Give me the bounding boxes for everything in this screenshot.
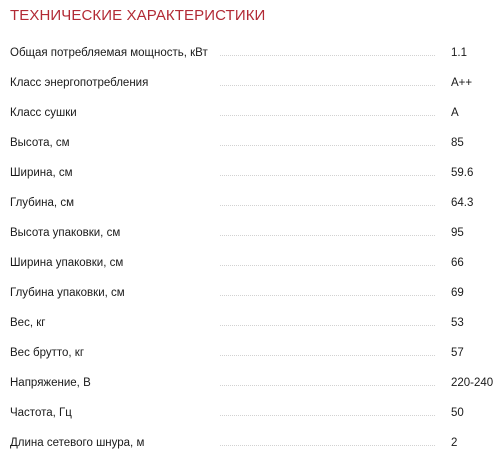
spec-value: 53 — [451, 317, 464, 329]
spec-value: A++ — [451, 77, 473, 89]
spec-row-height — [0, 132, 500, 154]
spec-label: Класс сушки — [10, 107, 77, 119]
spec-label: Вес, кг — [10, 317, 46, 329]
spec-label: Вес брутто, кг — [10, 347, 85, 359]
spec-value: 85 — [451, 137, 464, 149]
spec-value: 69 — [451, 287, 464, 299]
spec-value: A — [451, 107, 459, 119]
spec-row-power — [0, 42, 500, 64]
spec-row-cord-length — [0, 432, 500, 454]
spec-row-energy-class — [0, 72, 500, 94]
dotted-leader — [220, 175, 435, 176]
specifications-title: ТЕХНИЧЕСКИЕ ХАРАКТЕРИСТИКИ — [10, 7, 266, 24]
spec-value: 66 — [451, 257, 464, 269]
dotted-leader — [220, 205, 435, 206]
spec-value: 64.3 — [451, 197, 474, 209]
spec-row-gross-weight — [0, 342, 500, 364]
spec-value: 59.6 — [451, 167, 474, 179]
spec-row-width — [0, 162, 500, 184]
dotted-leader — [220, 265, 435, 266]
spec-label: Класс энергопотребления — [10, 77, 149, 89]
spec-row-package-depth — [0, 282, 500, 304]
dotted-leader — [220, 355, 435, 356]
spec-label: Глубина, см — [10, 197, 74, 209]
spec-row-package-width — [0, 252, 500, 274]
spec-label: Длина сетевого шнура, м — [10, 437, 145, 449]
dotted-leader — [220, 385, 435, 386]
spec-label: Высота, см — [10, 137, 70, 149]
spec-row-voltage — [0, 372, 500, 394]
dotted-leader — [220, 415, 435, 416]
dotted-leader — [220, 325, 435, 326]
spec-label: Частота, Гц — [10, 407, 72, 419]
dotted-leader — [220, 295, 435, 296]
spec-label: Напряжение, В — [10, 377, 91, 389]
spec-value: 50 — [451, 407, 464, 419]
dotted-leader — [220, 235, 435, 236]
spec-label: Общая потребляемая мощность, кВт — [10, 47, 208, 59]
spec-value: 95 — [451, 227, 464, 239]
spec-row-depth — [0, 192, 500, 214]
dotted-leader — [220, 445, 435, 446]
spec-value: 2 — [451, 437, 458, 449]
spec-row-package-height — [0, 222, 500, 244]
spec-label: Высота упаковки, см — [10, 227, 121, 239]
spec-label: Ширина, см — [10, 167, 73, 179]
dotted-leader — [220, 115, 435, 116]
dotted-leader — [220, 145, 435, 146]
spec-value: 57 — [451, 347, 464, 359]
spec-label: Глубина упаковки, см — [10, 287, 125, 299]
spec-row-weight — [0, 312, 500, 334]
dotted-leader — [220, 85, 435, 86]
spec-row-frequency — [0, 402, 500, 424]
dotted-leader — [220, 55, 435, 56]
spec-value: 220-240 — [451, 377, 494, 389]
spec-label: Ширина упаковки, см — [10, 257, 124, 269]
spec-row-drying-class — [0, 102, 500, 124]
spec-value: 1.1 — [451, 47, 467, 59]
